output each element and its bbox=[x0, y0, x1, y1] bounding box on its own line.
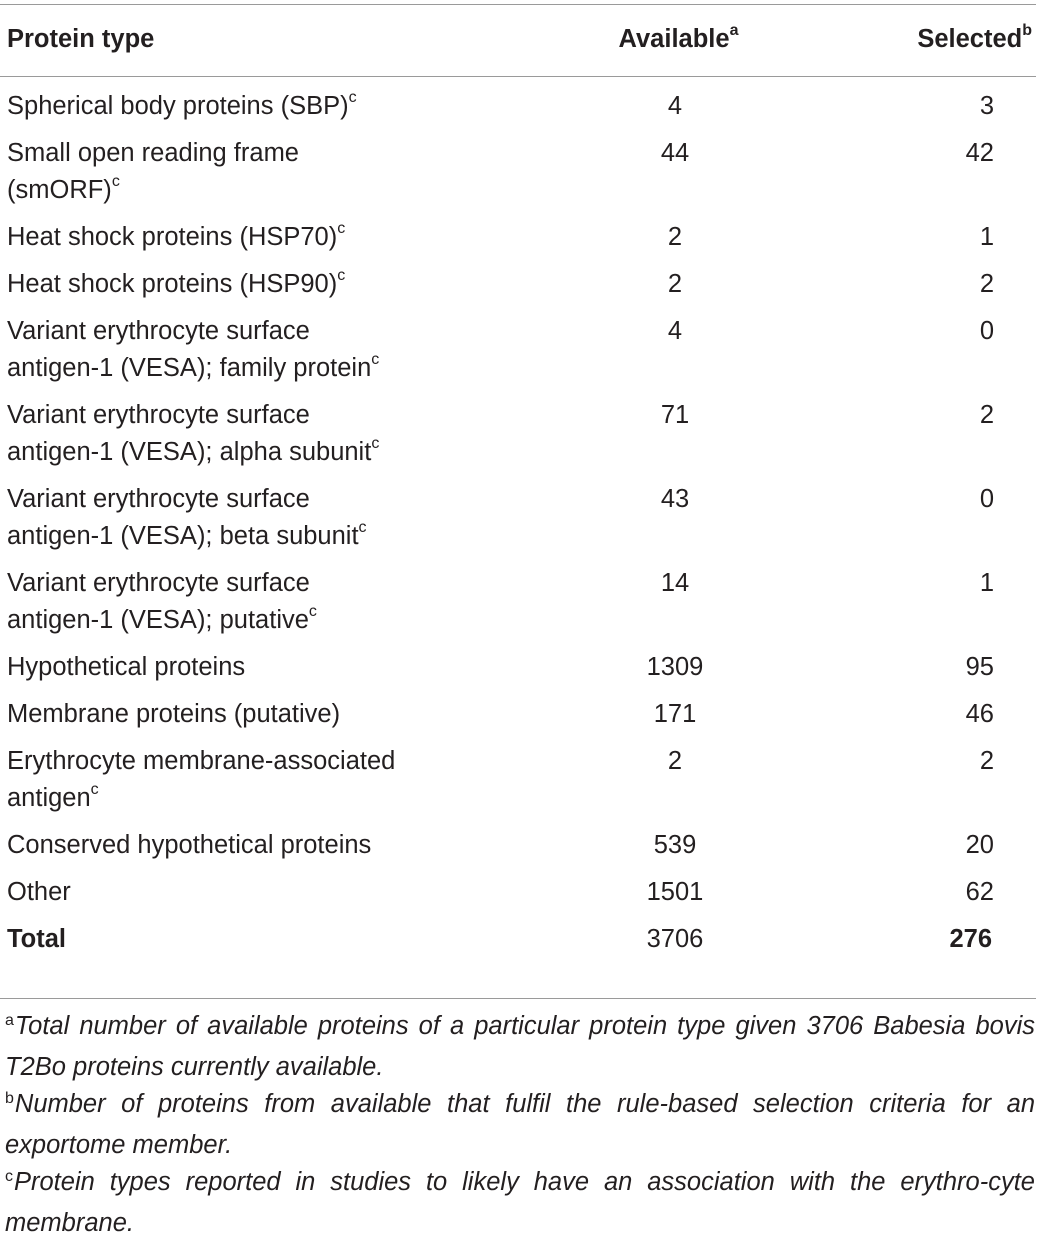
protein-type-label: Membrane proteins (putative) bbox=[7, 700, 341, 728]
protein-type-cell bbox=[0, 555, 600, 639]
protein-type-cell bbox=[0, 209, 600, 256]
selected-count-cell: 20 bbox=[965, 831, 994, 859]
header-protein-type: Protein type bbox=[7, 25, 155, 53]
protein-type-cell bbox=[0, 303, 600, 387]
protein-type-footnote-mark: c bbox=[348, 88, 357, 106]
table-row bbox=[0, 256, 1036, 303]
protein-type-cell bbox=[0, 125, 600, 209]
table-row bbox=[0, 817, 1036, 864]
footnote-mark: a bbox=[5, 1012, 14, 1029]
available-count-cell: 171 bbox=[653, 700, 697, 728]
available-count-cell: 4 bbox=[667, 317, 683, 345]
available-count-cell: 2 bbox=[667, 223, 683, 251]
available-count-cell: 539 bbox=[653, 831, 697, 859]
footnote bbox=[5, 1008, 1035, 1086]
total-row bbox=[0, 911, 1036, 958]
protein-type-footnote-mark: c bbox=[308, 602, 317, 620]
selected-count-cell: 2 bbox=[979, 401, 994, 429]
protein-type-cell bbox=[0, 471, 600, 555]
table-body bbox=[0, 78, 1036, 958]
protein-type-label: Other bbox=[7, 878, 71, 906]
available-count-cell: 71 bbox=[660, 401, 690, 429]
protein-type-footnote-mark: c bbox=[371, 434, 380, 452]
table-row bbox=[0, 471, 1036, 555]
total-selected: 276 bbox=[949, 925, 992, 953]
selected-count-cell: 62 bbox=[965, 878, 994, 906]
table-row bbox=[0, 686, 1036, 733]
header-selected-footnote-mark: b bbox=[1022, 21, 1032, 39]
table-header-row bbox=[0, 0, 1036, 78]
protein-type-label: Variant erythrocyte surface antigen-1 (VESA); alpha subunit bbox=[7, 401, 372, 466]
table-bottom-rule bbox=[0, 998, 1036, 999]
protein-type-label: Spherical body proteins (SBP) bbox=[7, 92, 349, 120]
protein-type-label: Conserved hypothetical proteins bbox=[7, 831, 372, 859]
selected-count-cell: 1 bbox=[979, 569, 994, 597]
selected-count-cell: 95 bbox=[965, 653, 994, 681]
protein-type-label: Small open reading frame (smORF) bbox=[7, 139, 299, 204]
selected-count-cell: 2 bbox=[979, 747, 994, 775]
available-count-cell: 1501 bbox=[646, 878, 704, 906]
header-selected: Selected$^b$ bbox=[917, 21, 1032, 53]
available-count-cell: 44 bbox=[660, 139, 690, 167]
table-row bbox=[0, 209, 1036, 256]
selected-count-cell: 1 bbox=[979, 223, 994, 251]
footnote-mark: b bbox=[5, 1090, 14, 1107]
protein-type-label: Variant erythrocyte surface antigen-1 (VESA); beta subunit bbox=[7, 485, 359, 550]
protein-type-cell bbox=[0, 686, 600, 733]
protein-type-label: Variant erythrocyte surface antigen-1 (VESA); putative bbox=[7, 569, 310, 634]
selected-count-cell: 2 bbox=[979, 270, 994, 298]
protein-type-footnote-mark: c bbox=[358, 518, 367, 536]
table-row bbox=[0, 555, 1036, 639]
footnote bbox=[5, 1086, 1035, 1164]
footnote-text: Protein types reported in studies to likely have an association with the erythro-cyte membrane. bbox=[5, 1168, 1035, 1237]
table-row bbox=[0, 303, 1036, 387]
available-count-cell: 43 bbox=[660, 485, 690, 513]
footnote-text: Total number of available proteins of a particular protein type given 3706 Babesia bovis T2Bo proteins currently available. bbox=[5, 1012, 1035, 1081]
protein-type-cell bbox=[0, 387, 600, 471]
selected-count-cell: 42 bbox=[965, 139, 994, 167]
protein-type-footnote-mark: c bbox=[337, 219, 346, 237]
available-count-cell: 2 bbox=[667, 747, 683, 775]
protein-type-cell bbox=[0, 256, 600, 303]
selected-count-cell: 3 bbox=[979, 92, 994, 120]
footnote bbox=[5, 1164, 1035, 1242]
table-row bbox=[0, 864, 1036, 911]
available-count-cell: 4 bbox=[667, 92, 683, 120]
protein-type-footnote-mark: c bbox=[111, 172, 120, 190]
footnote-mark: c bbox=[5, 1168, 13, 1185]
total-label: Total bbox=[7, 925, 67, 953]
table-row bbox=[0, 733, 1036, 817]
protein-type-label: Variant erythrocyte surface antigen-1 (VESA); family protein bbox=[7, 317, 372, 382]
protein-type-label: Erythrocyte membrane-associated antigen bbox=[7, 747, 396, 812]
header-available-footnote-mark: a bbox=[729, 21, 739, 39]
protein-type-label: Heat shock proteins (HSP90) bbox=[7, 270, 338, 298]
protein-type-cell bbox=[0, 78, 600, 125]
header-available: Available$^a$ bbox=[618, 21, 739, 53]
available-count-cell: 1309 bbox=[646, 653, 704, 681]
protein-type-footnote-mark: c bbox=[90, 780, 99, 798]
available-count-cell: 14 bbox=[660, 569, 690, 597]
table-row bbox=[0, 387, 1036, 471]
protein-type-cell bbox=[0, 733, 600, 817]
protein-type-label: Hypothetical proteins bbox=[7, 653, 246, 681]
selected-count-cell: 0 bbox=[979, 317, 994, 345]
protein-type-cell bbox=[0, 817, 600, 864]
selected-count-cell: 46 bbox=[965, 700, 994, 728]
protein-type-footnote-mark: c bbox=[371, 350, 380, 368]
footnote-text: Number of proteins from available that fulfil the rule-based selection criteria for an exportome member. bbox=[5, 1090, 1035, 1159]
table-row bbox=[0, 639, 1036, 686]
available-count-cell: 2 bbox=[667, 270, 683, 298]
table-row bbox=[0, 78, 1036, 125]
table-footnotes bbox=[5, 1008, 1035, 1242]
protein-type-cell bbox=[0, 864, 600, 911]
protein-type-footnote-mark: c bbox=[337, 266, 346, 284]
total-available: 3706 bbox=[646, 925, 704, 953]
selected-count-cell: 0 bbox=[979, 485, 994, 513]
protein-type-label: Heat shock proteins (HSP70) bbox=[7, 223, 338, 251]
protein-type-cell bbox=[0, 639, 600, 686]
table-row bbox=[0, 125, 1036, 209]
